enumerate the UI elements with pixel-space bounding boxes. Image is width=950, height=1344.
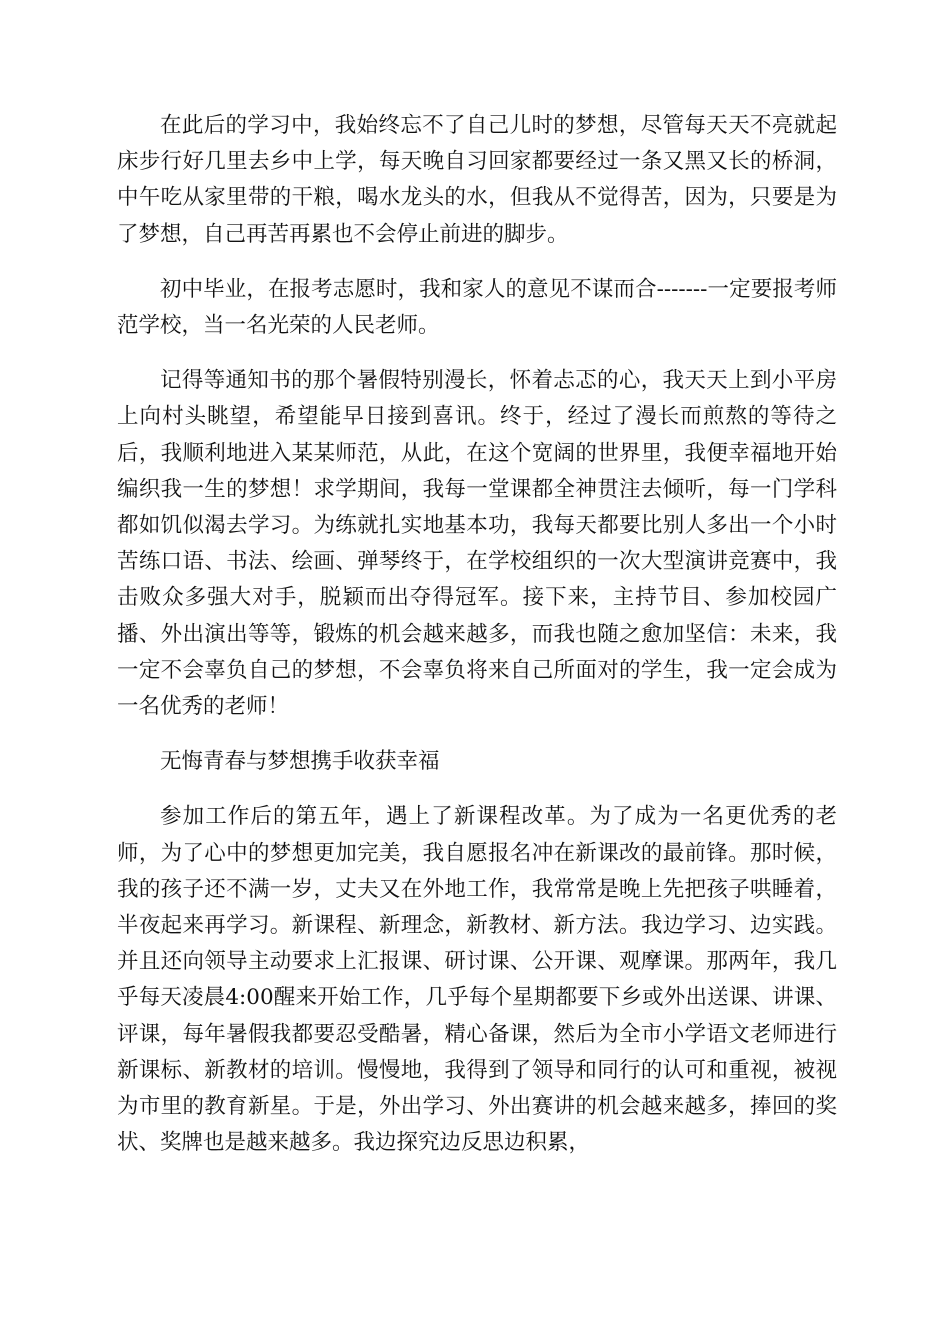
paragraph-normal-school: 记得等通知书的那个暑假特别漫长，怀着忐忑的心，我天天上到小平房上向村头眺望，希望能早日接到喜讯。终于，经过了漫长而煎熬的等待之后，我顺利地进入某某师范，从此，在这个宽阔的世界里，我便幸福地开始编织我一生的梦想！求学期间，我每一堂课都全神贯注去倾听，每一门学科都如饥似渴去学习。为练就扎实地基本功，我每天都要比别人多出一个小时苦练口语、书法、绘画、弹琴终于，在学校组织的一次大型演讲竞赛中，我击败众多强大对手，脱颖而出夺得冠军。接下来，主持节目、参加校园广播、外出演出等等，锻炼的机会越来越多，而我也随之愈加坚信：未来，我一定不会辜负自己的梦想，不会辜负将来自己所面对的学生，我一定会成为一名优秀的老师！ [117, 368, 837, 720]
paragraph-curriculum-reform: 参加工作后的第五年，遇上了新课程改革。为了成为一名更优秀的老师，为了心中的梦想更加完美，我自愿报名冲在新课改的最前锋。那时候，我的孩子还不满一岁，丈夫又在外地工作，我常常是晚上先把孩子哄睡着，半夜起来再学习。新课程、新理念，新教材、新方法。我边学习、边实践。并且还向领导主动要求上汇报课、研讨课、公开课、观摩课。那两年，我几乎每天凌晨4:00醒来开始工作，几乎每个星期都要下乡或外出送课、讲课、评课，每年暑假我都要忍受酷暑，精心备课，然后为全市小学语文老师进行新课标、新教材的培训。慢慢地，我得到了领导和同行的认可和重视，被视为市里的教育新星。于是，外出学习、外出赛讲的机会越来越多，捧回的奖状、奖牌也是越来越多。我边探究边反思边积累， [117, 804, 837, 1156]
paragraph-childhood-dream: 在此后的学习中，我始终忘不了自己儿时的梦想，尽管每天天不亮就起床步行好几里去乡中上学，每天晚自习回家都要经过一条又黑又长的桥洞，中午吃从家里带的干粮，喝水龙头的水，但我从不觉得苦，因为，只要是为了梦想，自己再苦再累也不会停止前进的脚步。 [117, 113, 837, 247]
document-page [117, 108, 837, 1161]
paragraph-graduation-choice: 初中毕业，在报考志愿时，我和家人的意见不谋而合-------一定要报考师范学校，当一名光荣的人民老师。 [117, 276, 837, 339]
section-heading: 无悔青春与梦想携手收获幸福 [160, 749, 440, 775]
